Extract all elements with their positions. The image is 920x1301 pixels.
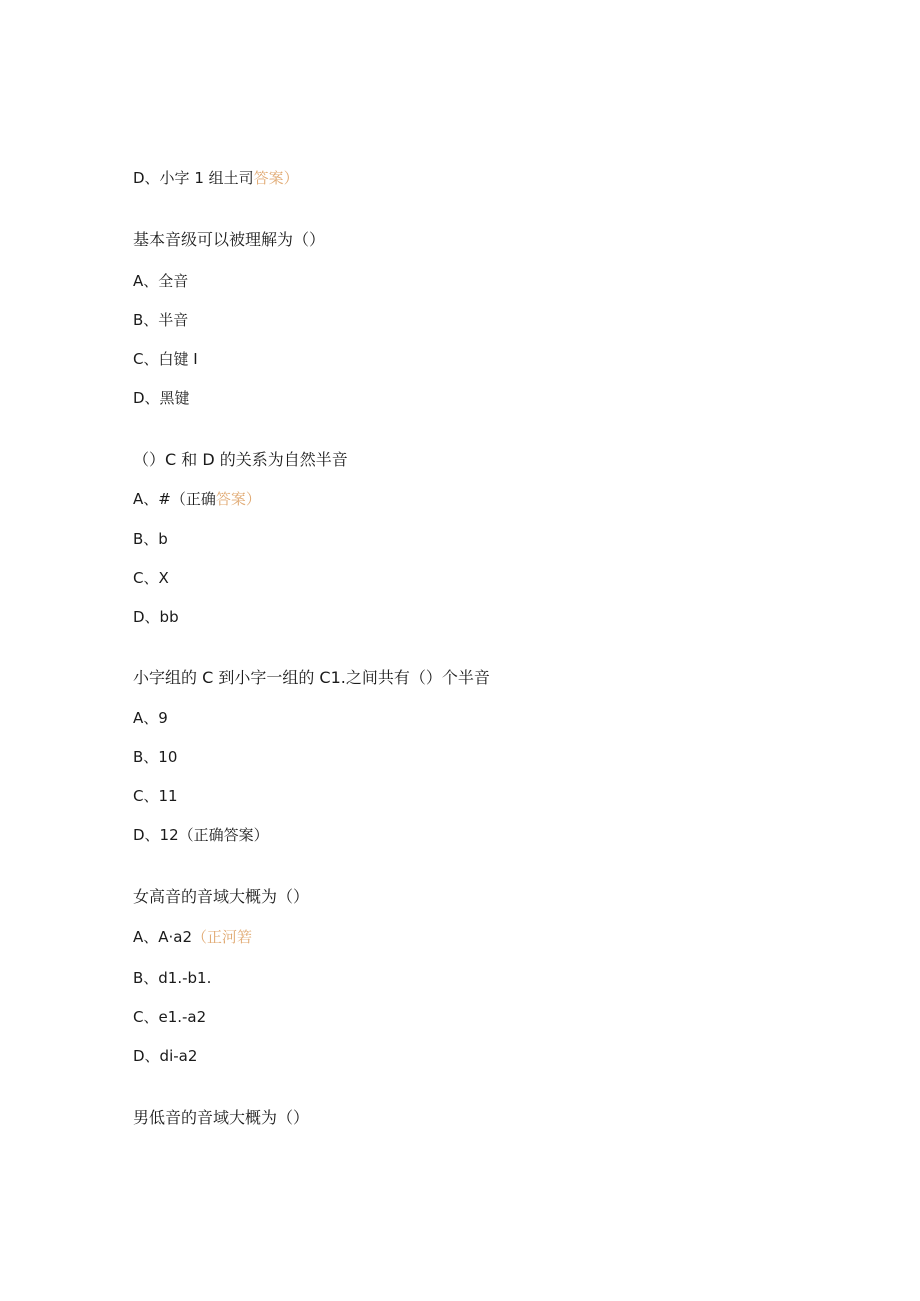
option-text: A、#（正确 <box>133 490 216 508</box>
question-4-option-c: C、e1.-a2 <box>133 1008 207 1026</box>
question-4-option-d: D、di-a2 <box>133 1047 198 1065</box>
question-2-option-a <box>133 489 261 509</box>
option-d-prev <box>133 168 299 188</box>
question-1-option-a: A、全音 <box>133 272 189 290</box>
question-1: 基本音级可以被理解为（） <box>133 230 326 249</box>
question-1-option-d: D、黑键 <box>133 389 190 407</box>
option-text: A、A·a2 <box>133 928 193 946</box>
question-4-option-a <box>133 927 252 947</box>
answer-mark: （正河箬 <box>192 928 253 946</box>
question-3-option-c: C、11 <box>133 787 178 805</box>
question-3-option-d: D、12（正确答案） <box>133 826 269 844</box>
question-4-option-b: B、d1.-b1. <box>133 969 212 987</box>
question-2-option-d: D、bb <box>133 608 179 626</box>
question-4: 女高音的音域大概为（） <box>133 887 310 906</box>
option-text: D、小字 1 组土司 <box>133 169 254 187</box>
question-3: 小字组的 C 到小字一组的 C1.之间共有（）个半音 <box>133 668 490 687</box>
question-1-option-b: B、半音 <box>133 311 189 329</box>
question-3-option-a: A、9 <box>133 709 168 727</box>
question-2: （）C 和 D 的关系为自然半音 <box>133 450 348 469</box>
question-2-option-c: C、X <box>133 569 169 587</box>
answer-mark: 答案） <box>215 490 261 508</box>
question-3-option-b: B、10 <box>133 748 178 766</box>
question-5: 男低音的音域大概为（） <box>133 1108 310 1127</box>
question-1-option-c: C、白键 I <box>133 350 198 368</box>
answer-mark: 答案） <box>253 169 299 187</box>
question-2-option-b: B、b <box>133 530 168 548</box>
